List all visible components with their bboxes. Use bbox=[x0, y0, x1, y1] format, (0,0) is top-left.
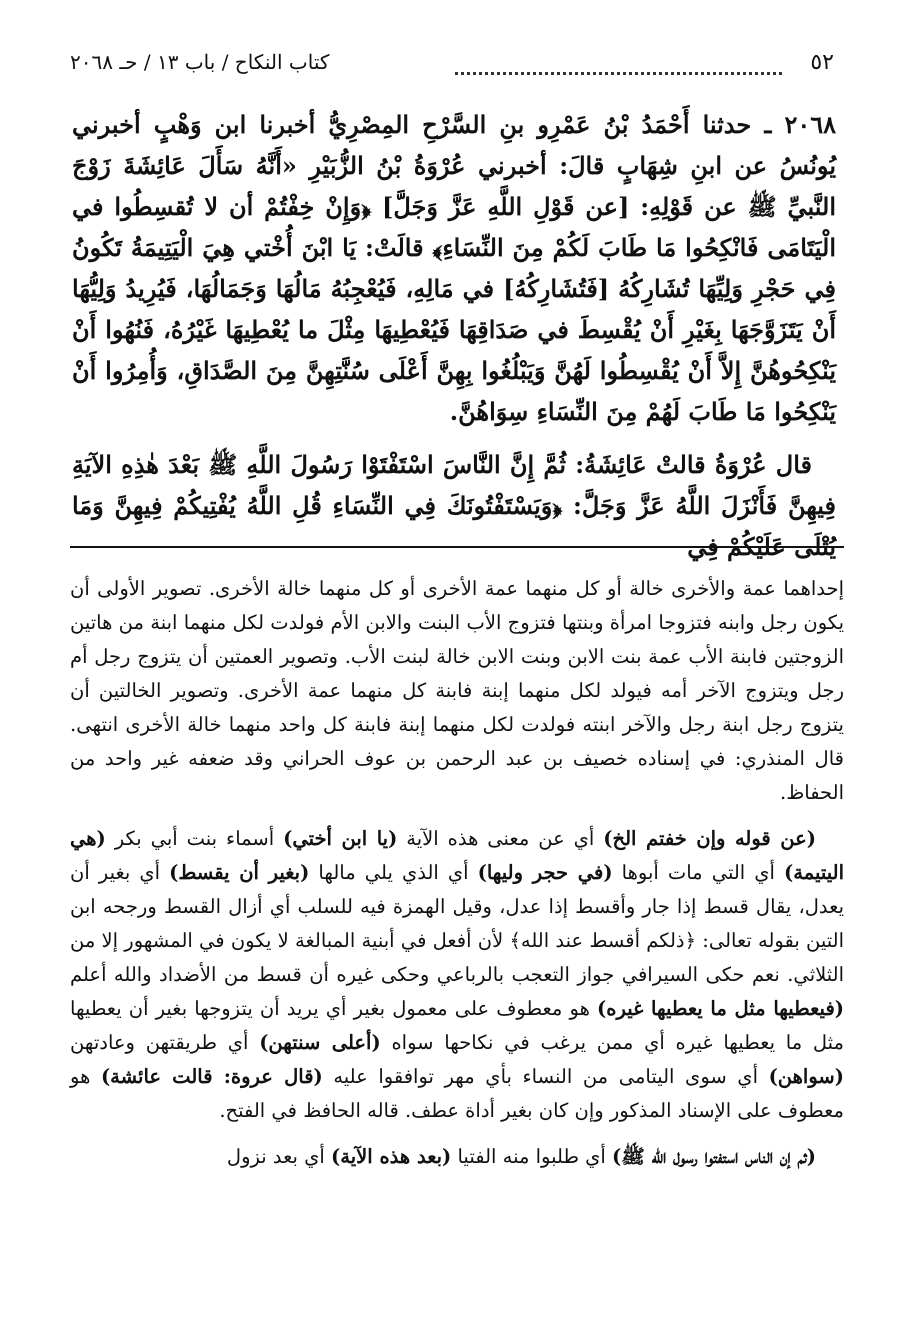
page-header bbox=[70, 50, 834, 90]
quoted-phrase: (عن قوله وإن خفتم الخ) bbox=[603, 827, 816, 850]
commentary-paragraph: إحداهما عمة والأخرى خالة أو كل منهما عمة الأخرى أو كل منهما خالة الأخرى. تصوير الأولى أن يكون رجل وابنه فتزوجا امرأة وبنتها فتزوج الأب البنت والابن الأم فولدت لكل منهما ابنة من هاتين الزوجتين فابنة الأب عمة بنت الابن وبنت الابن خالة لبنت الأب. وتصوير العمتين أن يتزوج رجل أم رجل ويتزوج الآخر أمه فيولد لكل منهما إبنة فابنة كل منهما عمة الأخرى. وتصوير الخالتين أن يتزوج رجل ابنة رجل والآخر ابنته فولدت لكل منهما إبنة فابنة كل واحد منهما خالة الأخرى انتهى. قال المنذري: في إسناده خصيف بن عبد الرحمن بن عوف الحراني وقد ضعفه غير واحد من الحفاظ. bbox=[70, 577, 844, 804]
commentary-span: أسماء بنت أبي بكر bbox=[105, 827, 284, 850]
page-number: ٥٢ bbox=[810, 50, 834, 75]
commentary-text bbox=[70, 572, 844, 1186]
hadith-paragraph: قال عُرْوَةُ قالتْ عَائِشَةُ: ثُمَّ إِنَّ النَّاسَ اسْتَفْتَوْا رَسُولَ اللَّهِ ﷺ بَعْدَ هٰذِهِ الآيَةِ فِيهِنَّ فَأَنْزَلَ اللَّهُ عَزَّ وَجَلَّ: ﴿وَيَسْتَفْتُونَكَ فِي النِّسَاءِ قُلِ اللَّهُ يُفْتِيكُمْ فِيهِنَّ وَمَا يُتْلَى عَلَيْكُمْ فِي bbox=[72, 450, 836, 561]
commentary-span: هو معطوف على الإسناد المذكور وإن كان بغير أداة عطف. قاله الحافظ في الفتح. bbox=[70, 1065, 844, 1122]
header-dotted-rule bbox=[455, 72, 782, 75]
commentary-paragraph bbox=[70, 1140, 844, 1174]
commentary-span: أي طلبوا منه الفتيا bbox=[451, 1145, 613, 1168]
quoted-phrase: (بغير أن يقسط) bbox=[169, 861, 310, 884]
commentary-span: أي طريقتهن وعادتهن bbox=[70, 1031, 260, 1054]
commentary-span: أي بعد نزول bbox=[226, 1145, 332, 1168]
commentary-span: أي التي مات أبوها bbox=[612, 861, 785, 884]
quoted-phrase: (في حجر وليها) bbox=[477, 861, 613, 884]
quoted-phrase: (بعد هذه الآية) bbox=[331, 1145, 452, 1168]
commentary-span: أي بغير أن يعدل، يقال قسط إذا جار وأقسط إذا عدل، وقيل الهمزة فيه للسلب أي أزال القسط ورجحه ابن التين بقوله تعالى: ﴿ذلكم أقسط عند الله﴾ لأن أفعل في أبنية المبالغة لا يكون في المشهور إلا من الثلاثي. نعم حكى السيرافي جواز التعجب بالرباعي وحكى غيره أن قسط من الأضداد والله أعلم bbox=[70, 861, 844, 986]
quoted-phrase: (هي اليتيمة) bbox=[70, 827, 844, 884]
commentary-paragraph bbox=[70, 822, 844, 1128]
quoted-phrase: (قال عروة: قالت عائشة) bbox=[100, 1065, 323, 1088]
hadith-paragraph: ٢٠٦٨ ـ حدثنا أَحْمَدُ بْنُ عَمْرِو بنِ السَّرْحِ المِصْرِيُّ أخبرنا ابن وَهْبٍ أخبرني يُونُسُ عن ابنِ شِهَابٍ قالَ: أخبرني عُرْوَةُ بْنُ الزُّبَيْرِ «أَنَّهُ سَأَلَ عَائِشَةَ زَوْجَ النَّبيِّ ﷺ عن قَوْلِهِ: [عن قَوْلِ اللَّهِ عَزَّ وَجَلَّ] ﴿وَإِنْ خِفْتُمْ أن لا تُقسِطُوا في الْيَتَامَى فَانْكِحُوا مَا طَابَ لَكُمْ مِنَ النِّسَاءِ﴾ قالَتْ: يَا ابْنَ أُخْتي هِيَ الْيَتِيمَةُ تَكُونُ فِي حَجْرِ وَلِيِّهَا تُشَارِكُهُ [فَتُشَارِكُهُ] في مَالِهِ، فَيُعْجِبُهُ مَالُهَا وَجَمَالُهَا، فَيُرِيدُ وَلِيُّهَا أَنْ يَتَزَوَّجَهَا بِغَيْرِ أَنْ يُقْسِطَ في صَدَاقِهَا فَيُعْطِيهَا مِثْلَ ما يُعْطِيهَا غَيْرُهُ، فَنُهُوا أَنْ يَنْكِحُوهُنَّ إِلاَّ أَنْ يُقْسِطُوا لَهُنَّ وَيَبْلُغُوا بِهِنَّ أَعْلَى سُنَّتِهِنَّ مِنَ الصَّدَاقِ، وَأُمِرُوا أَنْ يَنْكِحُوا مَا طَابَ لَهُمْ مِنَ النِّسَاءِ سِوَاهُنَّ. bbox=[72, 110, 837, 426]
commentary-span: أي سوى اليتامى من النساء بأي مهر توافقوا عليه bbox=[322, 1065, 769, 1088]
hadith-text bbox=[72, 104, 836, 567]
commentary-span: أي الذي يلي مالها bbox=[309, 861, 478, 884]
quoted-phrase: (فيعطيها مثل ما يعطيها غيره) bbox=[597, 997, 844, 1020]
chapter-title: كتاب النكاح / باب ١٣ / حـ ٢٠٦٨ bbox=[70, 50, 330, 74]
quoted-phrase: (ثم إن الناس استفتوا رسول الله ﷺ) bbox=[612, 1145, 816, 1168]
quoted-phrase: (يا ابن أختي) bbox=[283, 827, 398, 850]
commentary-span: هو معطوف على معمول بغير أي يريد أن يتزوجها بغير أن يعطيها مثل ما يعطيها غيره أي ممن يرغب في نكاحها سواه bbox=[70, 997, 844, 1054]
quoted-phrase: (سواهن) bbox=[768, 1065, 844, 1088]
commentary-span: أي عن معنى هذه الآية bbox=[397, 827, 604, 850]
quoted-phrase: (أعلى سنتهن) bbox=[259, 1031, 381, 1054]
footnote-divider bbox=[70, 546, 844, 548]
